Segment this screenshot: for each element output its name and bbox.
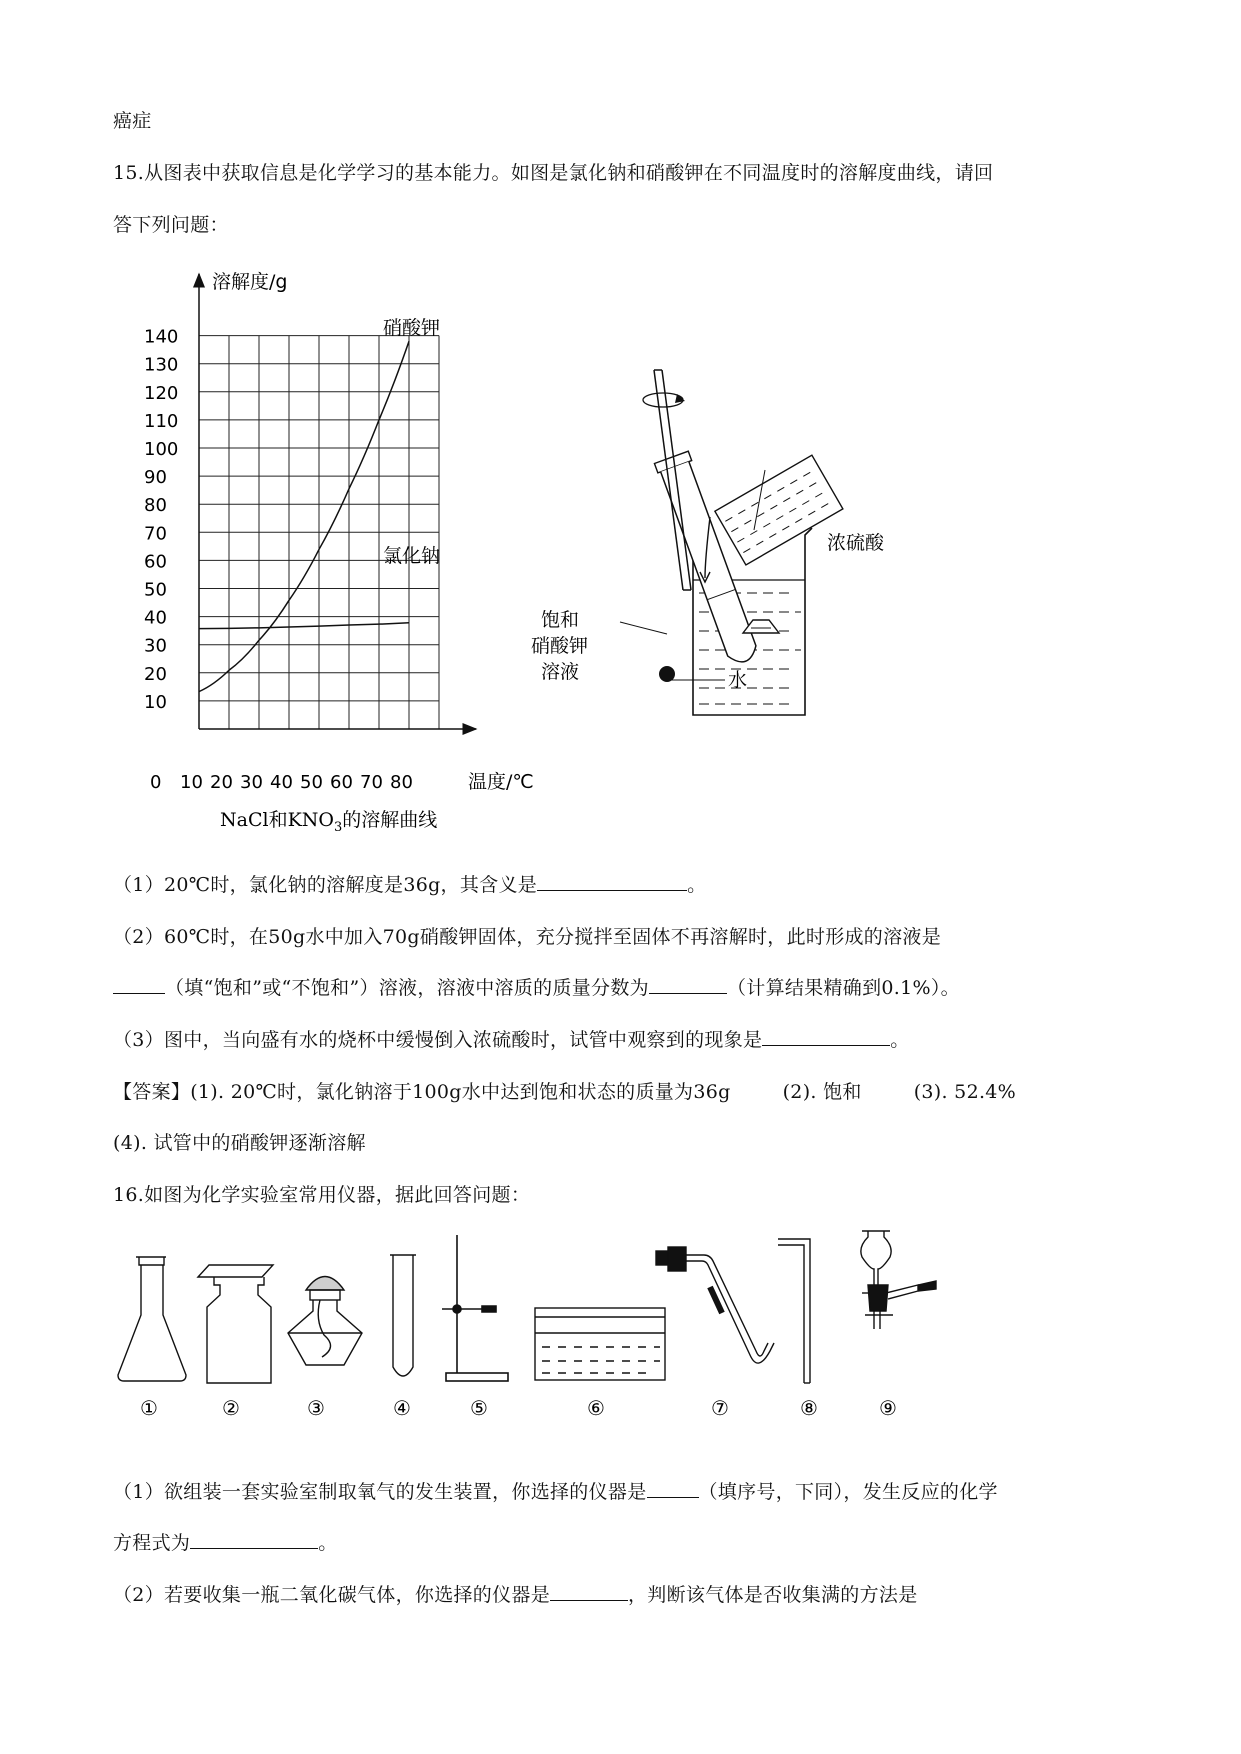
apparatus-label: ④ bbox=[393, 1396, 411, 1420]
y-tick-label: 110 bbox=[144, 410, 179, 432]
watch-glass bbox=[743, 620, 779, 633]
y-tick-label: 120 bbox=[144, 382, 179, 404]
x-tick-label: 50 bbox=[300, 772, 323, 793]
question-16-1-cont bbox=[113, 1528, 338, 1555]
test-tube-4 bbox=[390, 1255, 416, 1376]
y-tick-labels bbox=[144, 327, 178, 713]
apparatus-label: ③ bbox=[307, 1396, 325, 1420]
answer-blank[interactable] bbox=[190, 1532, 318, 1549]
text: (2). 饱和 bbox=[782, 1081, 862, 1103]
x-axis-label: 温度/℃ bbox=[468, 771, 534, 793]
text: 答下列问题： bbox=[113, 214, 229, 236]
apparatus-label: ⑥ bbox=[587, 1396, 605, 1420]
question-15-2 bbox=[113, 922, 941, 949]
y-tick-label: 70 bbox=[144, 523, 167, 545]
series-label-nacl: 氯化钠 bbox=[383, 545, 441, 567]
answer-blank[interactable] bbox=[550, 1584, 628, 1601]
separatory-funnel bbox=[861, 1231, 936, 1329]
y-tick-label: 80 bbox=[144, 495, 167, 517]
apparatus-labels bbox=[140, 1396, 897, 1420]
nacl-curve bbox=[199, 623, 409, 629]
apparatus-label: ⑧ bbox=[800, 1396, 818, 1420]
answer-blank[interactable] bbox=[647, 1481, 699, 1498]
x-tick-label: 60 bbox=[330, 772, 353, 793]
apparatus-label: ① bbox=[140, 1396, 158, 1420]
x-tick-label: 10 bbox=[180, 772, 203, 793]
y-tick-label: 30 bbox=[144, 635, 167, 657]
label-solution: 溶液 bbox=[541, 661, 580, 683]
acid-bottle bbox=[715, 455, 843, 565]
text: (4). 试管中的硝酸钾逐渐溶解 bbox=[113, 1132, 366, 1154]
answer-blank[interactable] bbox=[762, 1029, 890, 1046]
question-15-1 bbox=[113, 870, 706, 897]
text: 方程式为 bbox=[113, 1532, 191, 1554]
y-tick-label: 10 bbox=[144, 691, 167, 713]
text: （填“饱和”或“不饱和”）溶液，溶液中溶质的质量分数为 bbox=[165, 977, 649, 999]
x-tick-label: 20 bbox=[210, 772, 233, 793]
text: （计算结果精确到0.1%）。 bbox=[726, 977, 960, 999]
text: 癌症 bbox=[113, 110, 152, 132]
answer-line-cont bbox=[113, 1128, 366, 1155]
question-15-stem bbox=[113, 158, 993, 185]
label-sulfuric-acid: 浓硫酸 bbox=[827, 532, 885, 554]
y-tick-label: 100 bbox=[144, 439, 179, 460]
x-tick-label: 0 bbox=[150, 772, 162, 793]
y-tick-label: 50 bbox=[144, 579, 167, 601]
apparatus-diagram bbox=[110, 1215, 1070, 1425]
text-line-0 bbox=[113, 106, 152, 133]
stopper-delivery-tube bbox=[656, 1247, 774, 1363]
text: 。 bbox=[890, 1029, 910, 1051]
text: 16.如图为化学实验室常用仪器，据此回答问题： bbox=[113, 1184, 531, 1206]
label-kno3: 硝酸钾 bbox=[531, 635, 589, 657]
text: 。 bbox=[318, 1532, 338, 1554]
y-tick-label: 90 bbox=[144, 467, 167, 489]
question-16-2 bbox=[113, 1580, 918, 1607]
question-16-stem bbox=[113, 1180, 530, 1207]
y-tick-label: 20 bbox=[144, 663, 167, 685]
label-saturated: 饱和 bbox=[541, 609, 580, 631]
y-axis-label: 溶解度/g bbox=[212, 271, 288, 293]
label-water: 水 bbox=[728, 669, 748, 691]
y-tick-label: 40 bbox=[144, 607, 167, 629]
water-trough bbox=[535, 1308, 665, 1380]
chart-title: NaCl和$KNO_3$的溶解曲线 bbox=[220, 809, 438, 835]
answer-blank[interactable] bbox=[113, 977, 165, 994]
wide-mouth-bottle bbox=[198, 1265, 273, 1383]
answer-blank[interactable] bbox=[649, 977, 727, 994]
y-tick-label: 130 bbox=[144, 354, 179, 376]
text: 。 bbox=[687, 874, 707, 896]
apparatus-label: ⑨ bbox=[879, 1396, 897, 1420]
text: （填序号，下同），发生反应的化学 bbox=[698, 1481, 998, 1503]
apparatus-label: ⑦ bbox=[711, 1396, 729, 1420]
conical-flask bbox=[118, 1257, 186, 1381]
text: 15.从图表中获取信息是化学学习的基本能力。如图是氯化钠和硝酸钾在不同温度时的溶解度曲线，请回 bbox=[113, 162, 994, 184]
x-tick-label: 80 bbox=[390, 772, 413, 793]
alcohol-lamp bbox=[288, 1277, 362, 1366]
beaker-experiment-diagram bbox=[531, 400, 935, 730]
x-tick-labels bbox=[150, 772, 413, 793]
text: （1）20℃时，氯化钠的溶解度是36g，其含义是 bbox=[113, 874, 538, 896]
text: （2）60℃时，在50g水中加入70g硝酸钾固体，充分搅拌至固体不再溶解时，此时形成的溶液是 bbox=[113, 926, 941, 948]
x-tick-label: 30 bbox=[240, 772, 263, 793]
solubility-chart bbox=[110, 260, 560, 840]
text: （3）图中，当向盛有水的烧杯中缓慢倒入浓硫酸时，试管中观察到的现象是 bbox=[113, 1029, 763, 1051]
question-15-stem-cont bbox=[113, 210, 229, 237]
answer-line bbox=[113, 1077, 1016, 1104]
apparatus-label: ⑤ bbox=[470, 1396, 488, 1420]
question-15-3 bbox=[113, 1025, 910, 1052]
iron-stand bbox=[442, 1235, 508, 1381]
question-15-2-cont bbox=[113, 973, 960, 1000]
text: （1）欲组装一套实验室制取氧气的发生装置，你选择的仪器是 bbox=[113, 1481, 647, 1503]
answer-blank[interactable] bbox=[537, 874, 687, 891]
chart-grid bbox=[199, 336, 439, 729]
text: (3). 52.4% bbox=[913, 1081, 1017, 1103]
text: 【答案】(1). 20℃时，氯化钠溶于100g水中达到饱和状态的质量为36g bbox=[113, 1081, 731, 1103]
x-tick-label: 40 bbox=[270, 772, 293, 793]
y-tick-label: 140 bbox=[144, 326, 179, 348]
apparatus-label: ② bbox=[222, 1396, 240, 1420]
y-tick-label: 60 bbox=[144, 551, 167, 573]
chart-series bbox=[199, 341, 409, 691]
text: （2）若要收集一瓶二氧化碳气体，你选择的仪器是 bbox=[113, 1584, 550, 1606]
kno3-curve bbox=[199, 341, 409, 691]
bent-glass-tube bbox=[778, 1239, 810, 1383]
text: ，判断该气体是否收集满的方法是 bbox=[628, 1584, 918, 1606]
question-16-1 bbox=[113, 1477, 998, 1504]
series-label-kno3: 硝酸钾 bbox=[383, 317, 441, 339]
x-tick-label: 70 bbox=[360, 772, 383, 793]
